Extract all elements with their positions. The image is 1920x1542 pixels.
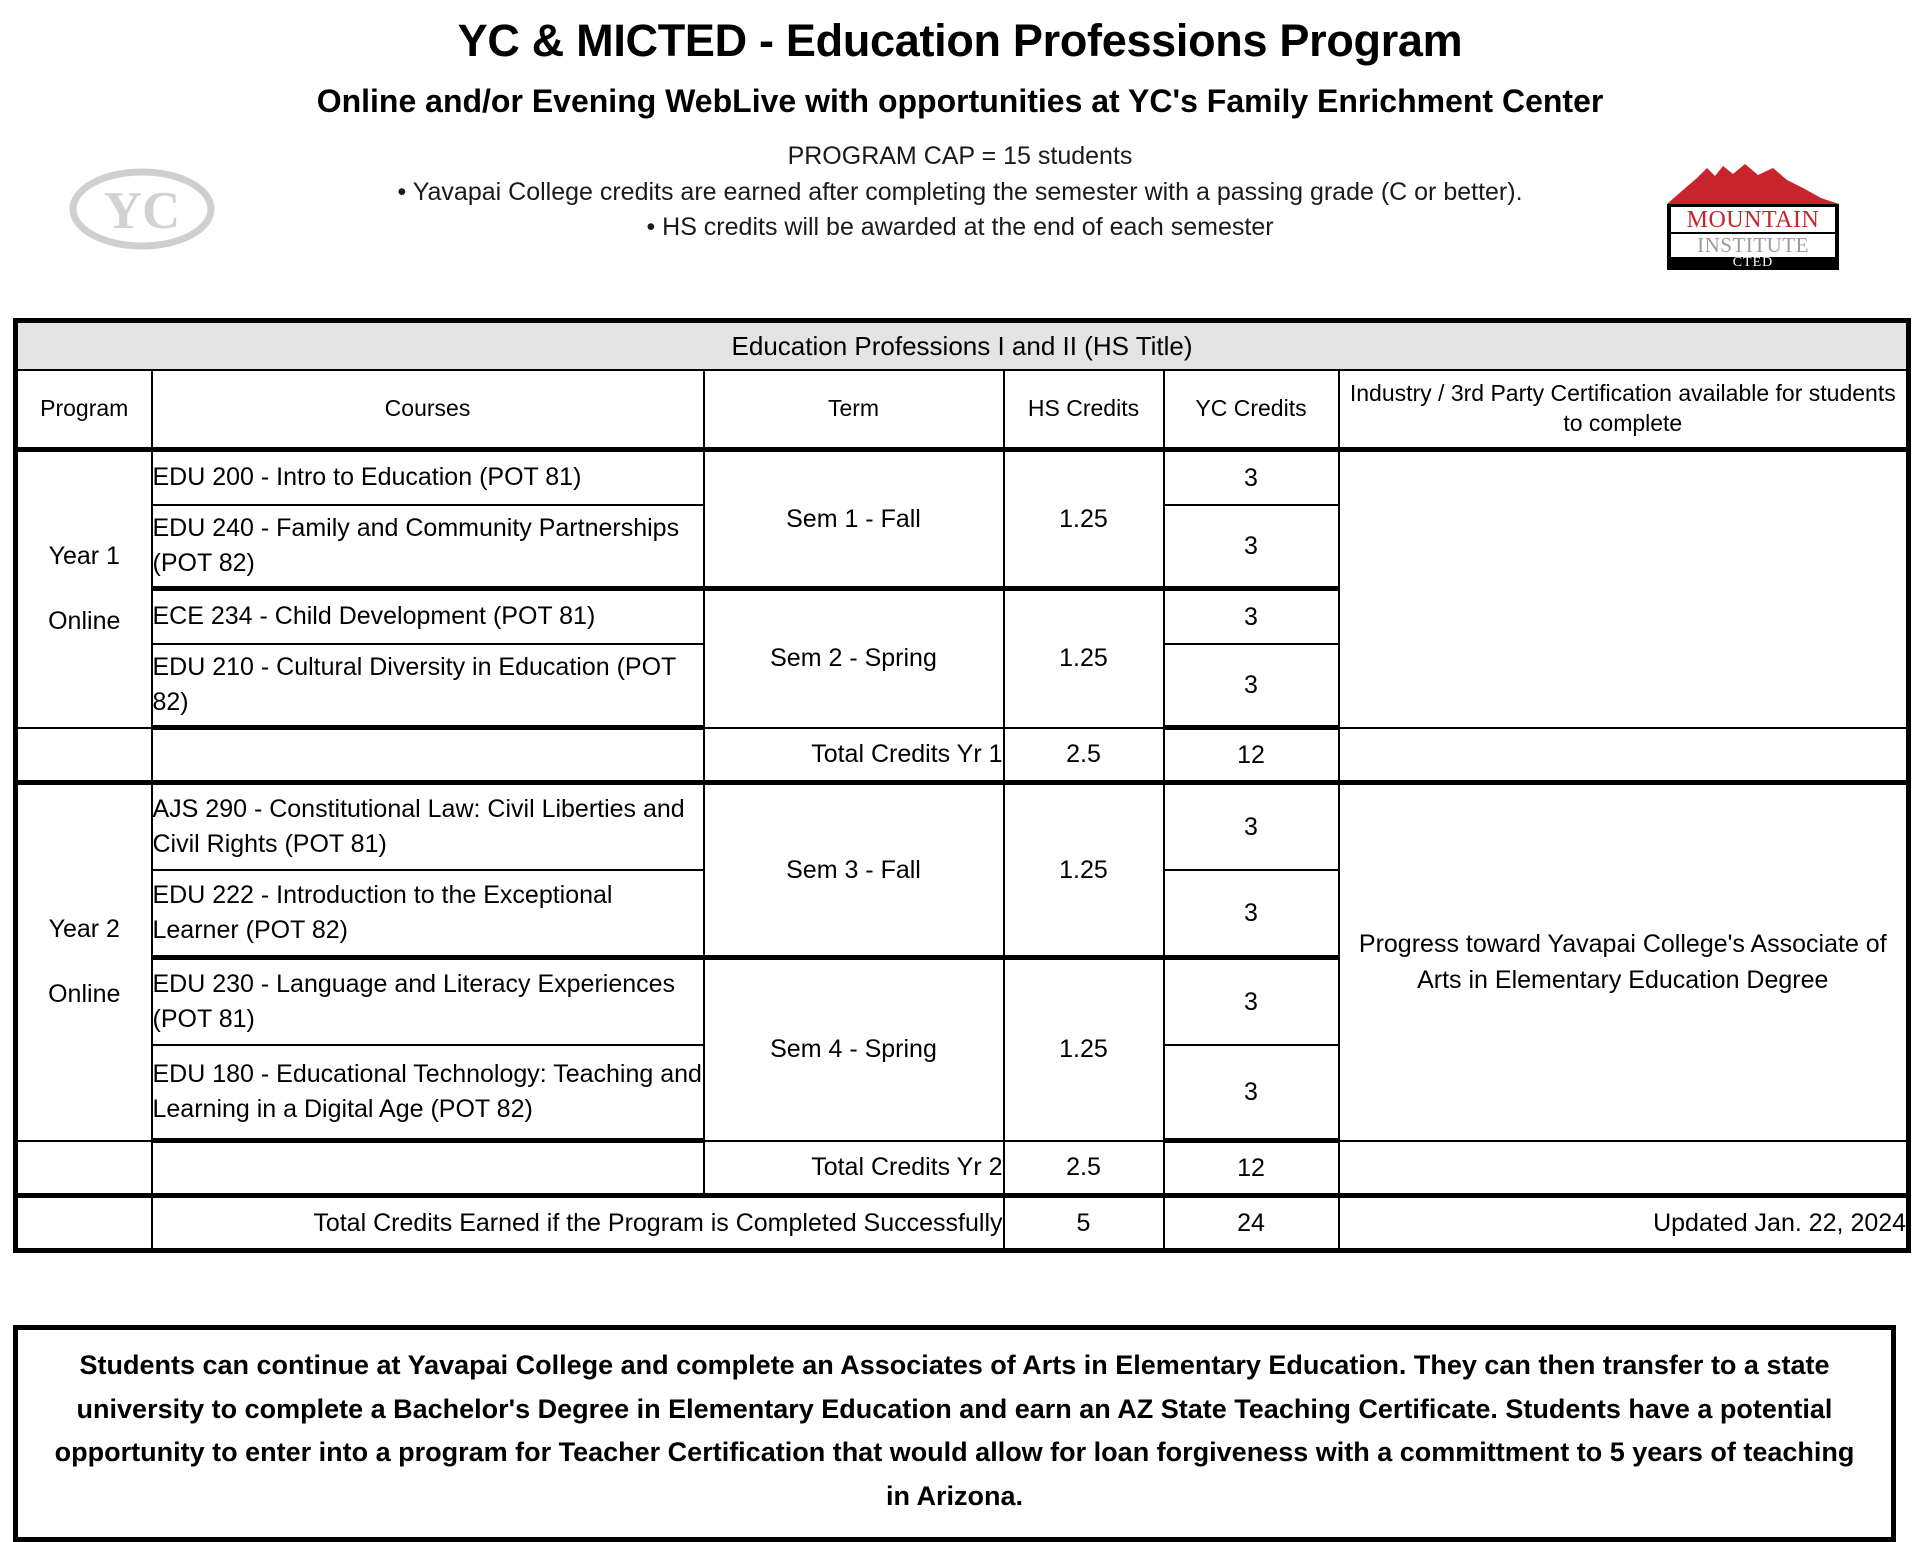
footer-note-box [13,1325,1896,1542]
svg-text:YC: YC [103,182,181,240]
grand-total-row [16,1196,1909,1251]
program-cell-year2 [16,783,152,1141]
spacer-cell [1339,728,1909,783]
program-mode-label-2: Online [48,980,121,1009]
note-yc-credits: • Yavapai College credits are earned after completing the semester with a passing grade (C or better). [397,177,1523,206]
col-header-courses: Courses [152,370,704,450]
course-cell: EDU 180 - Educational Technology: Teaching and Learning in a Digital Age (POT 82) [152,1045,704,1141]
col-header-certification: Industry / 3rd Party Certification available for students to complete [1339,370,1909,450]
col-header-hs-credits: HS Credits [1004,370,1164,450]
yc-credits-cell: 3 [1164,589,1339,645]
yc-credits-cell: 3 [1164,505,1339,589]
year1-row-1 [16,450,1909,506]
hs-credits-cell: 1.25 [1004,783,1164,958]
course-cell: EDU 230 - Language and Literacy Experiences (POT 81) [152,958,704,1046]
svg-text:CTED: CTED [1732,255,1774,270]
program-mode-label-1: Online [48,607,121,636]
hs-credits-cell: 1.25 [1004,450,1164,589]
col-header-program: Program [16,370,152,450]
course-cell: EDU 240 - Family and Community Partnerships (POT 82) [152,505,704,589]
yc-credits-cell: 3 [1164,958,1339,1046]
grand-total-hs: 5 [1004,1196,1164,1251]
spacer-cell [16,1141,152,1196]
program-year-label-2: Year 2 [48,915,120,944]
program-table-container [13,318,1906,1253]
page-subtitle: Online and/or Evening WebLive with opportunities at YC's Family Enrichment Center [316,83,1604,119]
certification-cell-year1 [1339,450,1909,728]
yc-credits-cell: 3 [1164,644,1339,728]
course-cell: EDU 200 - Intro to Education (POT 81) [152,450,704,506]
grand-total-label: Total Credits Earned if the Program is Completed Successfully [152,1196,1004,1251]
year2-total-row [16,1141,1909,1196]
total-label-year1: Total Credits Yr 1 [704,728,1004,783]
spacer-cell [152,1141,704,1196]
course-cell: ECE 234 - Child Development (POT 81) [152,589,704,645]
col-header-yc-credits: YC Credits [1164,370,1339,450]
note-hs-credits: • HS credits will be awarded at the end of each semester [646,213,1274,241]
grand-total-yc: 24 [1164,1196,1339,1251]
term-cell: Sem 3 - Fall [704,783,1004,958]
yavapai-college-logo-icon [68,168,216,250]
hs-credits-cell: 1.25 [1004,958,1164,1141]
program-table [13,318,1911,1253]
page-header [0,0,1920,300]
mountain-institute-cted-logo-icon [1663,160,1843,270]
total-yc-year2: 12 [1164,1141,1339,1196]
yc-credits-cell: 3 [1164,450,1339,506]
term-cell: Sem 1 - Fall [704,450,1004,589]
course-cell: EDU 210 - Cultural Diversity in Education (POT 82) [152,644,704,728]
svg-text:INSTITUTE: INSTITUTE [1697,233,1809,257]
table-header-row [16,370,1909,450]
program-notes [0,117,1920,246]
table-banner-row [16,321,1909,371]
year2-row-1 [16,783,1909,871]
spacer-cell [16,728,152,783]
year1-total-row [16,728,1909,783]
svg-text:MOUNTAIN: MOUNTAIN [1686,207,1820,233]
table-banner: Education Professions I and II (HS Title) [16,321,1909,371]
yc-credits-cell: 3 [1164,783,1339,871]
course-cell: AJS 290 - Constitutional Law: Civil Liberties and Civil Rights (POT 81) [152,783,704,871]
page-title: YC & MICTED - Education Professions Program [457,15,1463,66]
total-hs-year1: 2.5 [1004,728,1164,783]
total-yc-year1: 12 [1164,728,1339,783]
updated-date: Updated Jan. 22, 2024 [1339,1196,1909,1251]
note-program-cap: PROGRAM CAP = 15 students [787,142,1133,170]
term-cell: Sem 2 - Spring [704,589,1004,728]
total-label-year2: Total Credits Yr 2 [704,1141,1004,1196]
term-cell: Sem 4 - Spring [704,958,1004,1141]
col-header-term: Term [704,370,1004,450]
yc-credits-cell: 3 [1164,870,1339,958]
spacer-cell [1339,1141,1909,1196]
program-year-label-1: Year 1 [48,542,120,571]
spacer-cell [16,1196,152,1251]
total-hs-year2: 2.5 [1004,1141,1164,1196]
footer-note-text: Students can continue at Yavapai College and complete an Associates of Arts in Elementary Education. They can then transfer to a state university to complete a Bachelor's Degree in Elementary Education and earn an AZ State Teaching Certificate. Students have a potential opportunity to enter into a program for Teacher Certification that would allow for loan forgiveness with a committment to 5 years of teaching in Arizona. [54,1350,1855,1512]
spacer-cell [152,728,704,783]
hs-credits-cell: 1.25 [1004,589,1164,728]
course-cell: EDU 222 - Introduction to the Exceptional Learner (POT 82) [152,870,704,958]
certification-cell-year2: Progress toward Yavapai College's Associate of Arts in Elementary Education Degree [1339,783,1909,1141]
yc-credits-cell: 3 [1164,1045,1339,1141]
program-cell-year1 [16,450,152,728]
